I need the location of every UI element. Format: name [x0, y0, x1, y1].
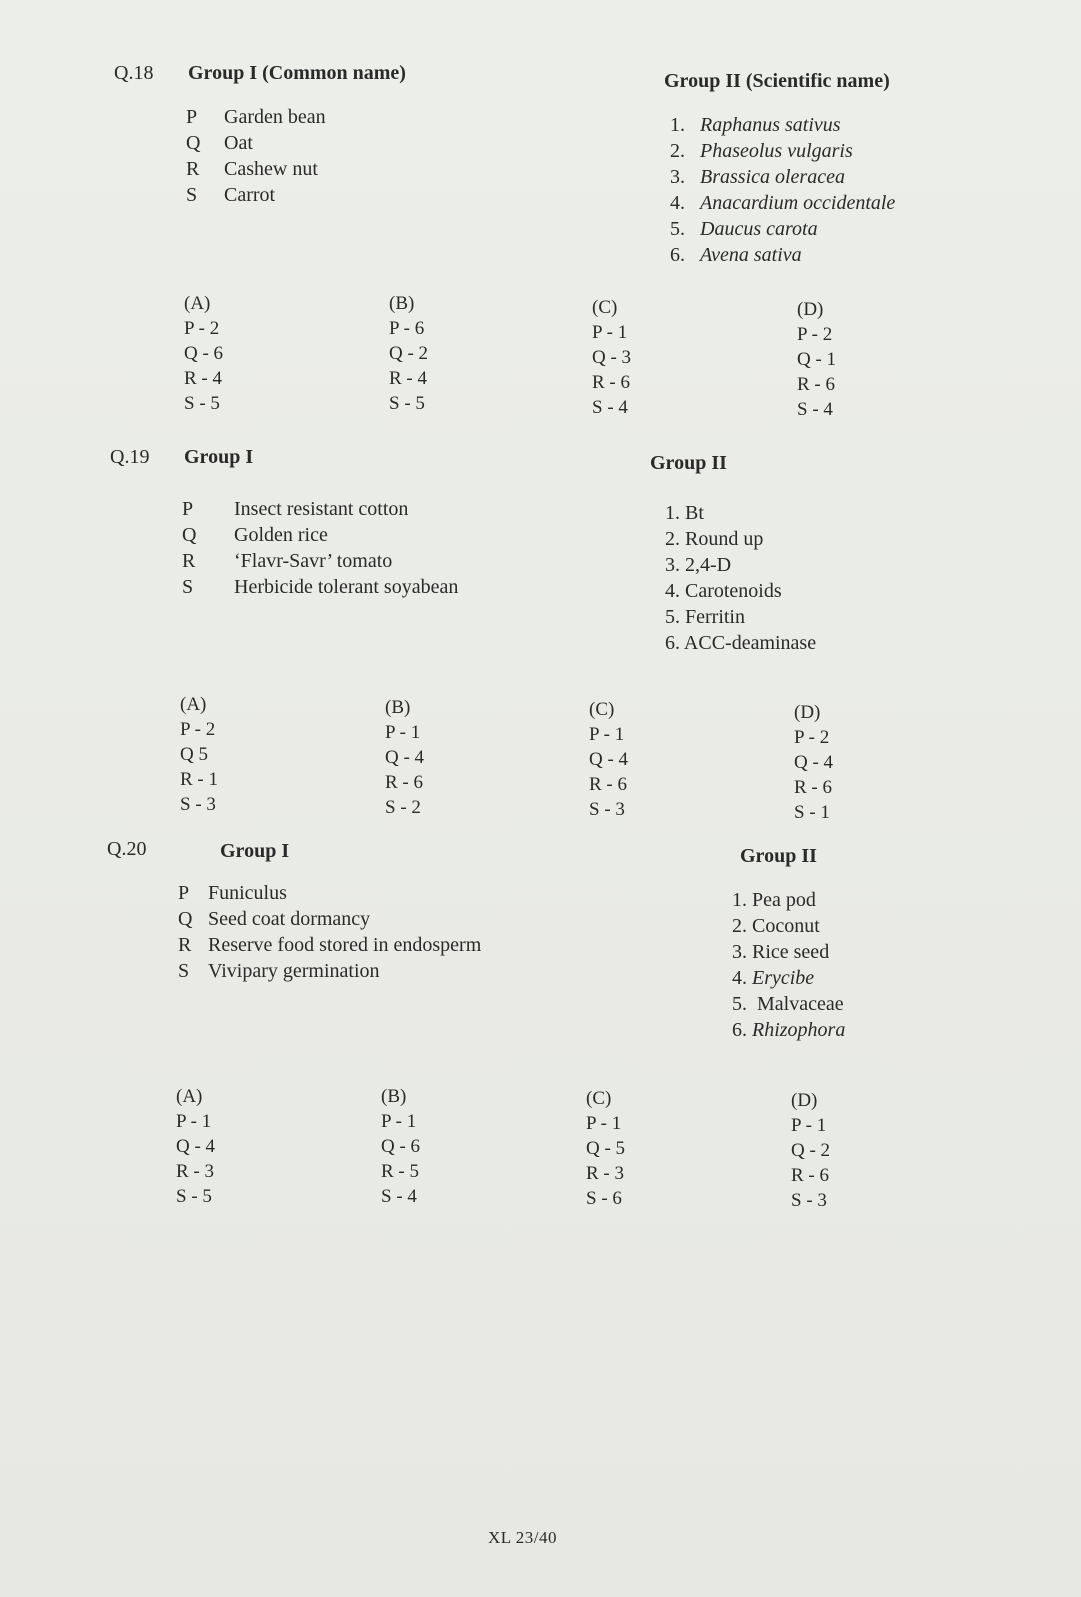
page-footer: XL 23/40	[488, 1528, 558, 1547]
option-d: (D) P - 2 Q - 4 R - 6 S - 1	[794, 702, 834, 823]
group2-item: 1. Bt	[665, 502, 704, 524]
question-number: Q.19	[110, 446, 150, 468]
group2-item: 3. Rice seed	[732, 941, 830, 963]
group2-list	[665, 500, 816, 656]
group2-list	[670, 112, 895, 268]
group2-list	[732, 887, 845, 1043]
option-d: (D) P - 1 Q - 2 R - 6 S - 3	[791, 1090, 831, 1211]
option-a: (A) P - 2 Q - 6 R - 4 S - 5	[184, 293, 224, 414]
group1-list	[178, 880, 481, 984]
group1-list	[186, 104, 326, 208]
group1-item: Q Golden rice	[182, 524, 328, 546]
group1-item: R Reserve food stored in endosperm	[178, 934, 482, 956]
group2-item: 4. Carotenoids	[665, 580, 782, 602]
group1-heading: Group I	[184, 446, 254, 468]
option-c: (C) P - 1 Q - 4 R - 6 S - 3	[589, 699, 629, 820]
question-number: Q.20	[107, 838, 147, 860]
group1-heading: Group I (Common name)	[188, 62, 406, 84]
option-b: (B) P - 1 Q - 4 R - 6 S - 2	[385, 697, 425, 818]
group1-item: Q Seed coat dormancy	[178, 908, 371, 930]
group2-item: 2. Round up	[665, 528, 764, 550]
option-b: (B) P - 1 Q - 6 R - 5 S - 4	[381, 1086, 421, 1207]
group1-item: P Insect resistant cotton	[182, 498, 409, 520]
group2-item: 6. Rhizophora	[732, 1019, 846, 1041]
option-a: (A) P - 2 Q 5 R - 1 S - 3	[180, 694, 218, 815]
group1-list	[182, 496, 458, 600]
group2-item: 2. Phaseolus vulgaris	[670, 140, 853, 162]
group1-heading: Group I	[220, 840, 290, 862]
question-number: Q.18	[114, 62, 154, 84]
group2-item: 5. Daucus carota	[670, 218, 818, 240]
group2-heading: Group II	[740, 845, 817, 867]
group1-item: S Herbicide tolerant soyabean	[182, 576, 459, 598]
option-b: (B) P - 6 Q - 2 R - 4 S - 5	[389, 293, 429, 414]
group2-item: 1. Raphanus sativus	[670, 114, 841, 136]
group1-item: R Cashew nut	[186, 158, 318, 180]
group2-item: 3. 2,4-D	[665, 554, 732, 576]
group1-item: Q Oat	[186, 132, 253, 154]
group2-item: 1. Pea pod	[732, 889, 816, 911]
group2-item: 5. Ferritin	[665, 606, 745, 628]
option-d: (D) P - 2 Q - 1 R - 6 S - 4	[797, 299, 837, 420]
group2-item: 4. Anacardium occidentale	[670, 192, 896, 214]
group2-item: 5. Malvaceae	[732, 993, 844, 1015]
option-c: (C) P - 1 Q - 3 R - 6 S - 4	[592, 297, 632, 418]
group2-item: 3. Brassica oleracea	[670, 166, 845, 188]
group2-item: 4. Erycibe	[732, 967, 815, 989]
group1-item: P Funiculus	[178, 882, 287, 904]
group2-item: 6. ACC-deaminase	[665, 632, 817, 654]
group2-heading: Group II (Scientific name)	[664, 70, 890, 92]
group1-item: S Vivipary germination	[178, 960, 380, 982]
group2-item: 2. Coconut	[732, 915, 820, 937]
option-a: (A) P - 1 Q - 4 R - 3 S - 5	[176, 1086, 216, 1207]
group2-heading: Group II	[650, 452, 727, 474]
group1-item: R ‘Flavr-Savr’ tomato	[182, 550, 393, 572]
group1-item: P Garden bean	[186, 106, 326, 128]
group2-item: 6. Avena sativa	[670, 244, 802, 266]
group1-item: S Carrot	[186, 184, 276, 206]
option-c: (C) P - 1 Q - 5 R - 3 S - 6	[586, 1088, 626, 1209]
